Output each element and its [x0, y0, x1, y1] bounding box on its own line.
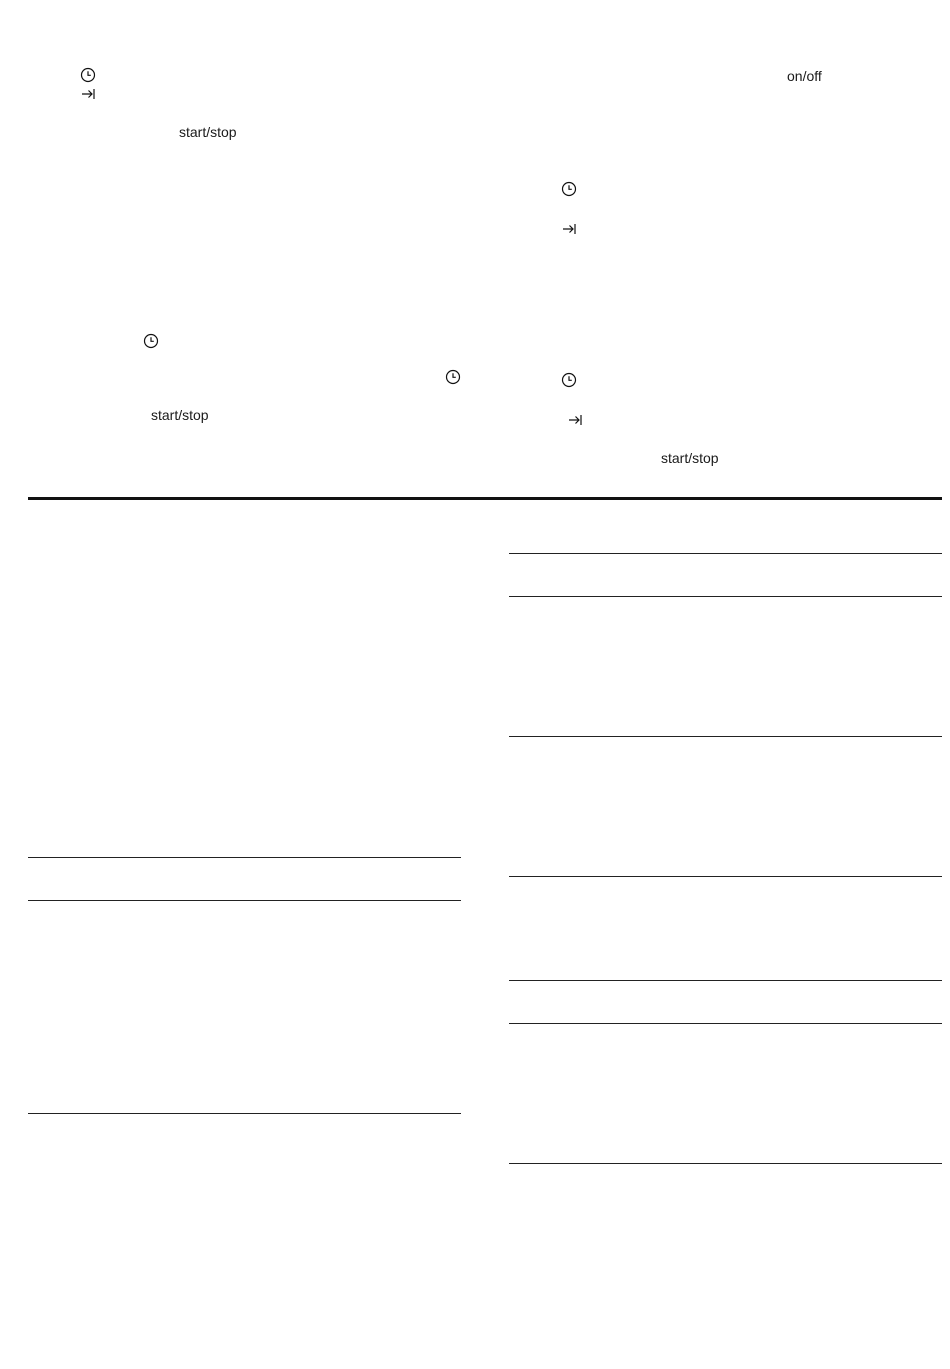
clock-icon — [445, 369, 461, 385]
table-rule — [28, 900, 461, 901]
arrow-right-to-bar-icon — [80, 86, 96, 102]
table-rule — [509, 980, 942, 981]
table-rule — [509, 553, 942, 554]
start-stop-label: start/stop — [661, 450, 719, 466]
clock-icon — [80, 67, 96, 83]
start-stop-label: start/stop — [151, 407, 209, 423]
clock-icon — [561, 372, 577, 388]
table-rule — [28, 857, 461, 858]
table-rule — [509, 736, 942, 737]
table-rule — [28, 1113, 461, 1114]
table-rule — [509, 1023, 942, 1024]
arrow-right-to-bar-icon — [561, 221, 577, 237]
start-stop-label: start/stop — [179, 124, 237, 140]
on-off-label: on/off — [787, 68, 822, 84]
arrow-right-to-bar-icon — [567, 412, 583, 428]
table-rule — [509, 1163, 942, 1164]
clock-icon — [561, 181, 577, 197]
table-rule — [509, 876, 942, 877]
section-divider — [28, 497, 942, 500]
clock-icon — [143, 333, 159, 349]
table-rule — [509, 596, 942, 597]
